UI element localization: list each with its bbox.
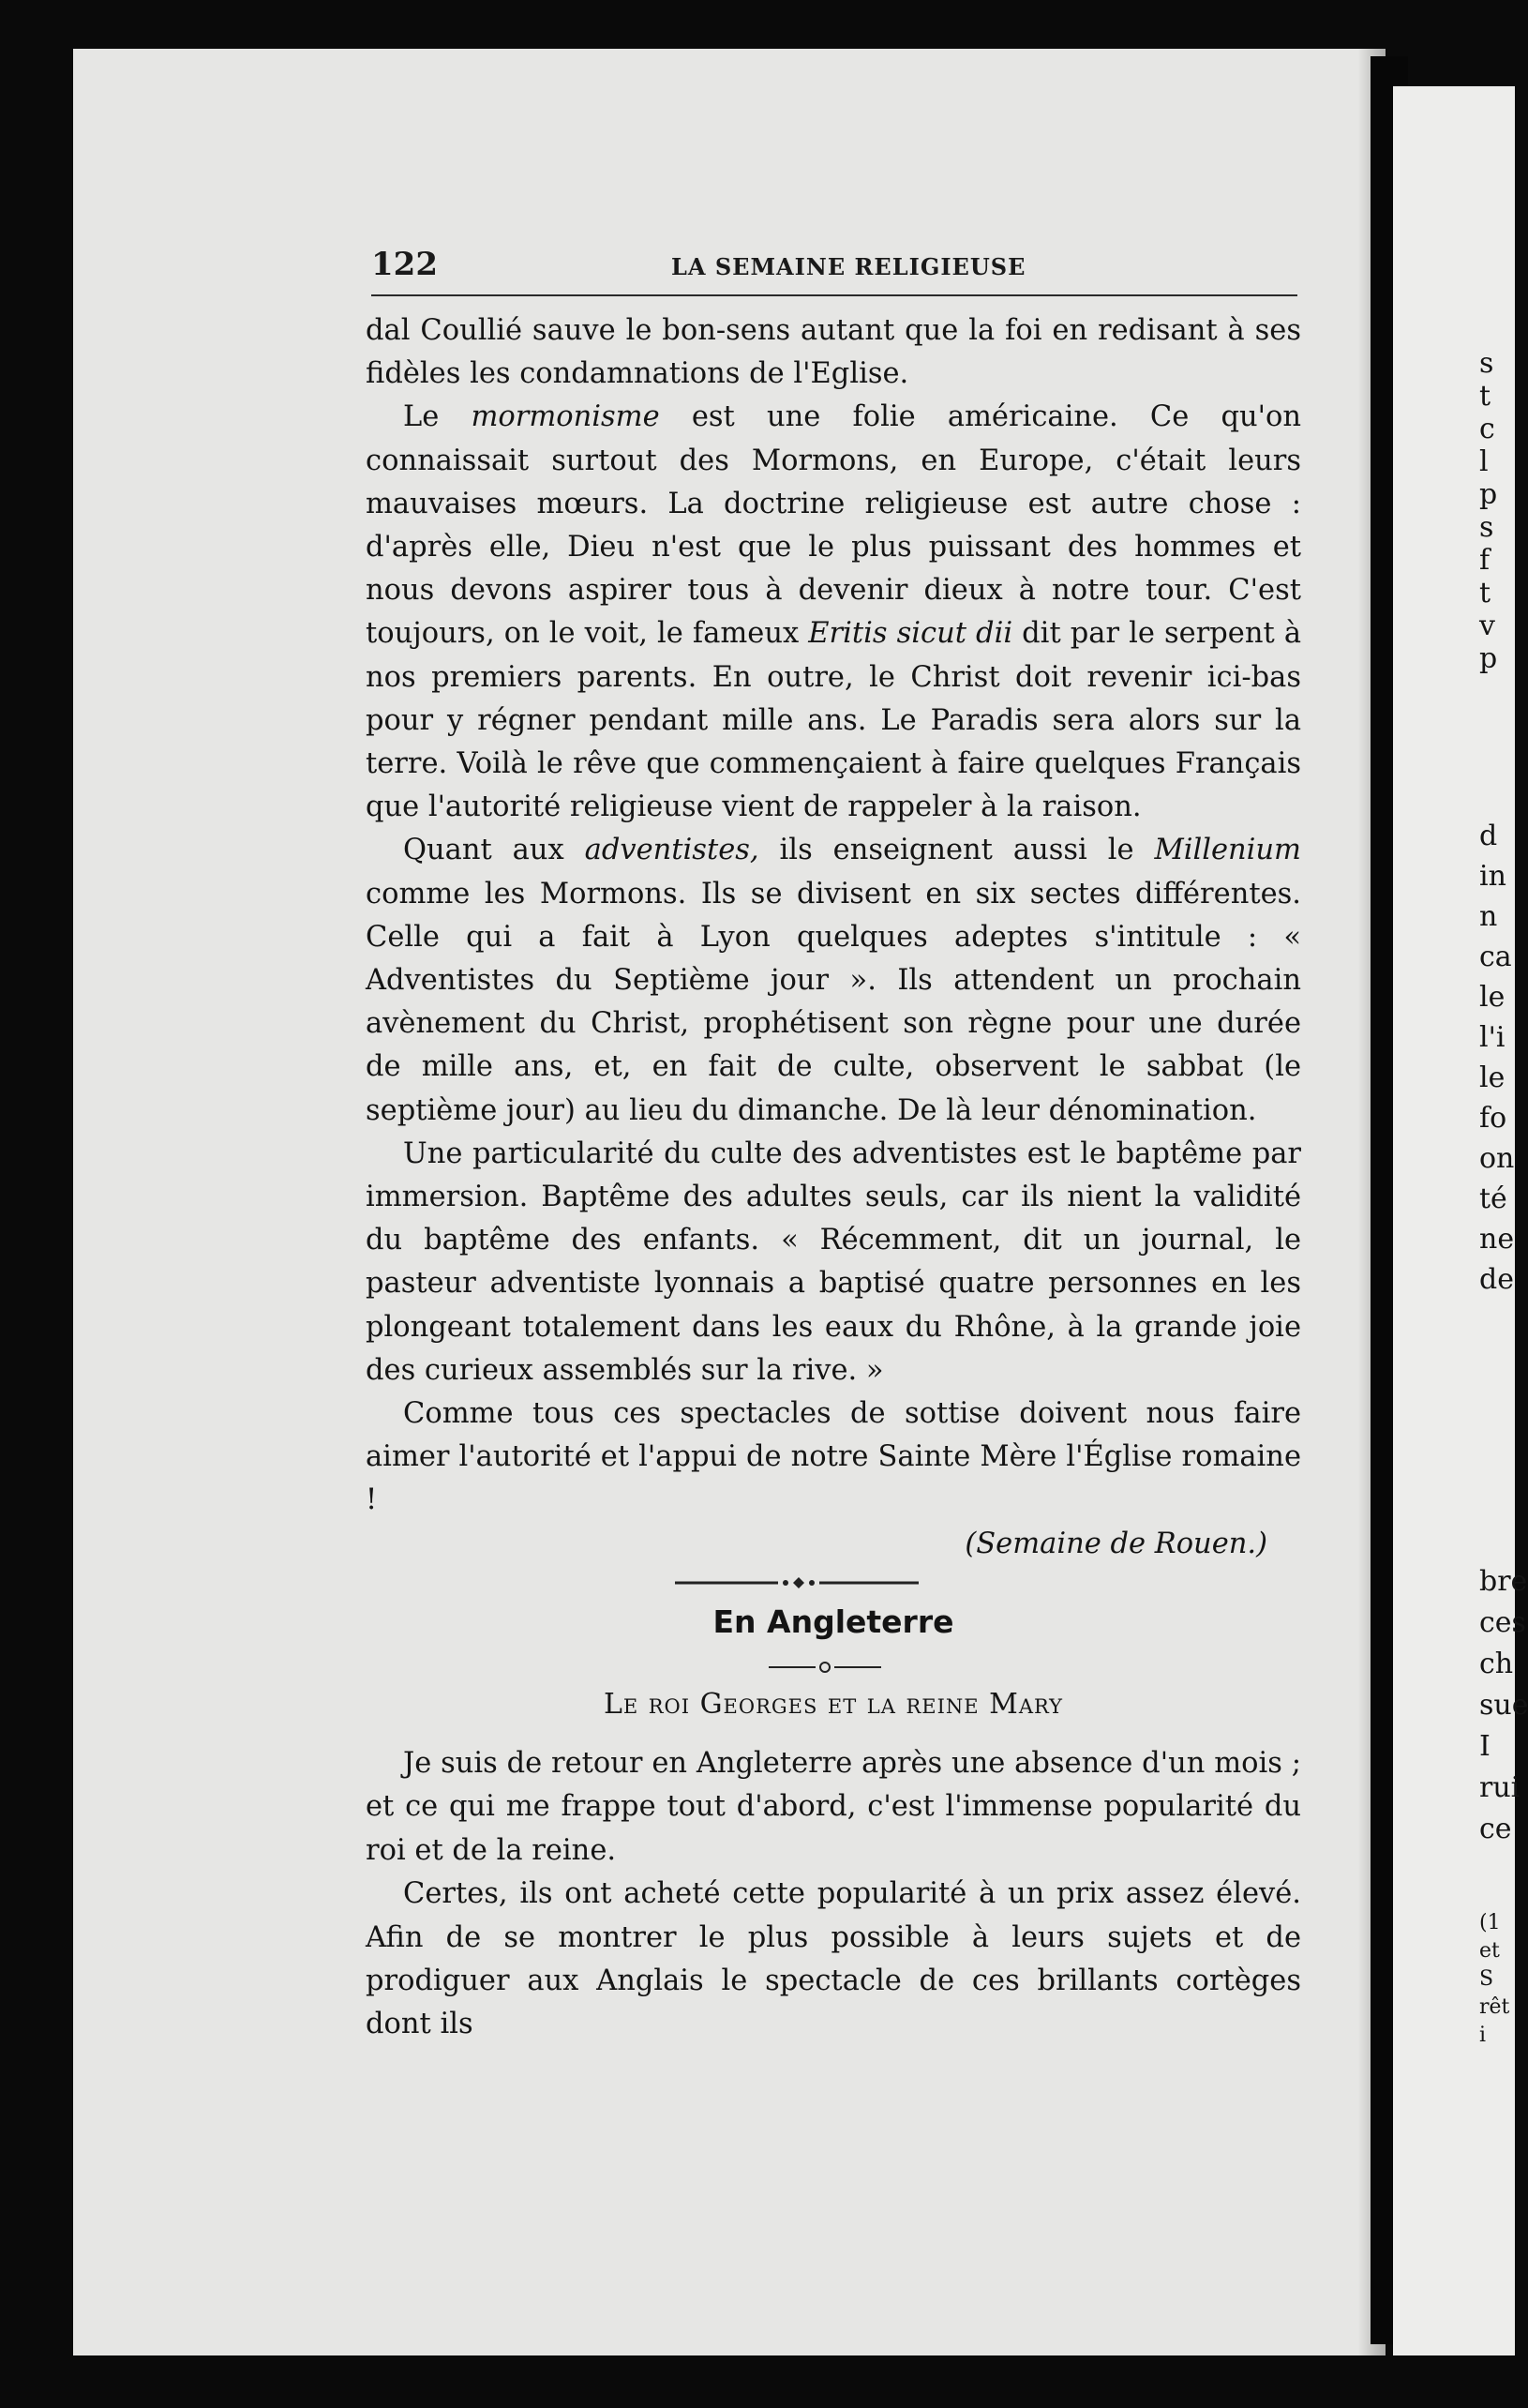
running-title: LA SEMAINE RELIGIEUSE — [671, 253, 1026, 280]
facing-fragment-col-mid: d in n ca le l'i le fo on té ne de — [1479, 820, 1515, 1296]
paragraph: Une particularité du culte des adventistes est le baptême par immersion. Baptême des adultes seuls, car ils nient la validité du baptême des enfants. « Récemment, dit un journal, le pasteur adventiste lyonnais a baptisé quatre personnes en les plongeant totalement dans les eaux du Rhône, à la grande joie des curieux assemblés sur la rive. » — [366, 1136, 1301, 1387]
section-subtitle: Le roi Georges et la reine Mary — [603, 1688, 1064, 1721]
facing-footnote-fragments: (1 et S rêt i — [1479, 1911, 1510, 2047]
page-number: 122 — [371, 246, 438, 283]
page-header — [371, 246, 1297, 302]
article-body — [366, 309, 1301, 1566]
header-rule — [371, 294, 1297, 296]
small-separator — [769, 1658, 881, 1677]
paragraph: dal Coullié sauve le bon-sens autant que la foi en redisant à ses fidèles les condamnations de l'Eglise. — [366, 314, 1301, 391]
section-title: En Angleterre — [712, 1603, 954, 1640]
paragraph: Je suis de retour en Angleterre après une absence d'un mois ; et ce qui me frappe tout d'abord, c'est l'immense popularité du roi et de la reine. — [366, 1747, 1301, 1867]
paragraph: Le mormonisme est une folie américaine. Ce qu'on connaissait surtout des Mormons, en Europe, c'était leurs mauvaises mœurs. La doctrine religieuse est autre chose : d'après elle, Dieu n'est que le plus puissant des hommes et nous devons aspirer tous à devenir dieux à notre tour. C'est toujours, on le voit, le fameux Eritis sicut dii dit par le serpent à nos premiers parents. En outre, le Christ doit revenir ici-bas pour y régner pendant mille ans. Le Paradis sera alors sur la terre. Voilà le rêve que commençaient à faire quelques Français que l'autorité religieuse vient de rappeler à la raison. — [366, 400, 1301, 824]
facing-fragment-col-low: bre ces ch sue I rui ce — [1479, 1565, 1528, 1845]
source-citation: (Semaine de Rouen.) — [965, 1527, 1267, 1560]
paragraph: Certes, ils ont acheté cette popularité à un prix assez élevé. Afin de se montrer le plus possible à leurs sujets et de prodiguer aux Anglais le spectacle de ces brillants cortèges dont ils — [366, 1877, 1301, 2041]
paragraph: Quant aux adventistes, ils enseignent aussi le Millenium comme les Mormons. Ils se divisent en six sectes différentes. Celle qui a fait à Lyon quelques adeptes s'intitule : « Adventistes du Septième jour ». Ils attendent un prochain avènement du Christ, prophétisent son règne pour une durée de mille ans, et, en fait de culte, observent le sabbat (le septième jour) au lieu du dimanche. De là leur dénomination. — [366, 834, 1301, 1127]
paragraph: Comme tous ces spectacles de sottise doivent nous faire aimer l'autorité et l'appui de notre Sainte Mère l'Église romaine ! — [366, 1397, 1301, 1517]
section-body — [366, 1742, 1301, 2047]
ornament-divider — [675, 1573, 919, 1592]
facing-fragment-col-top: s t c l p s f t v p — [1479, 347, 1498, 675]
